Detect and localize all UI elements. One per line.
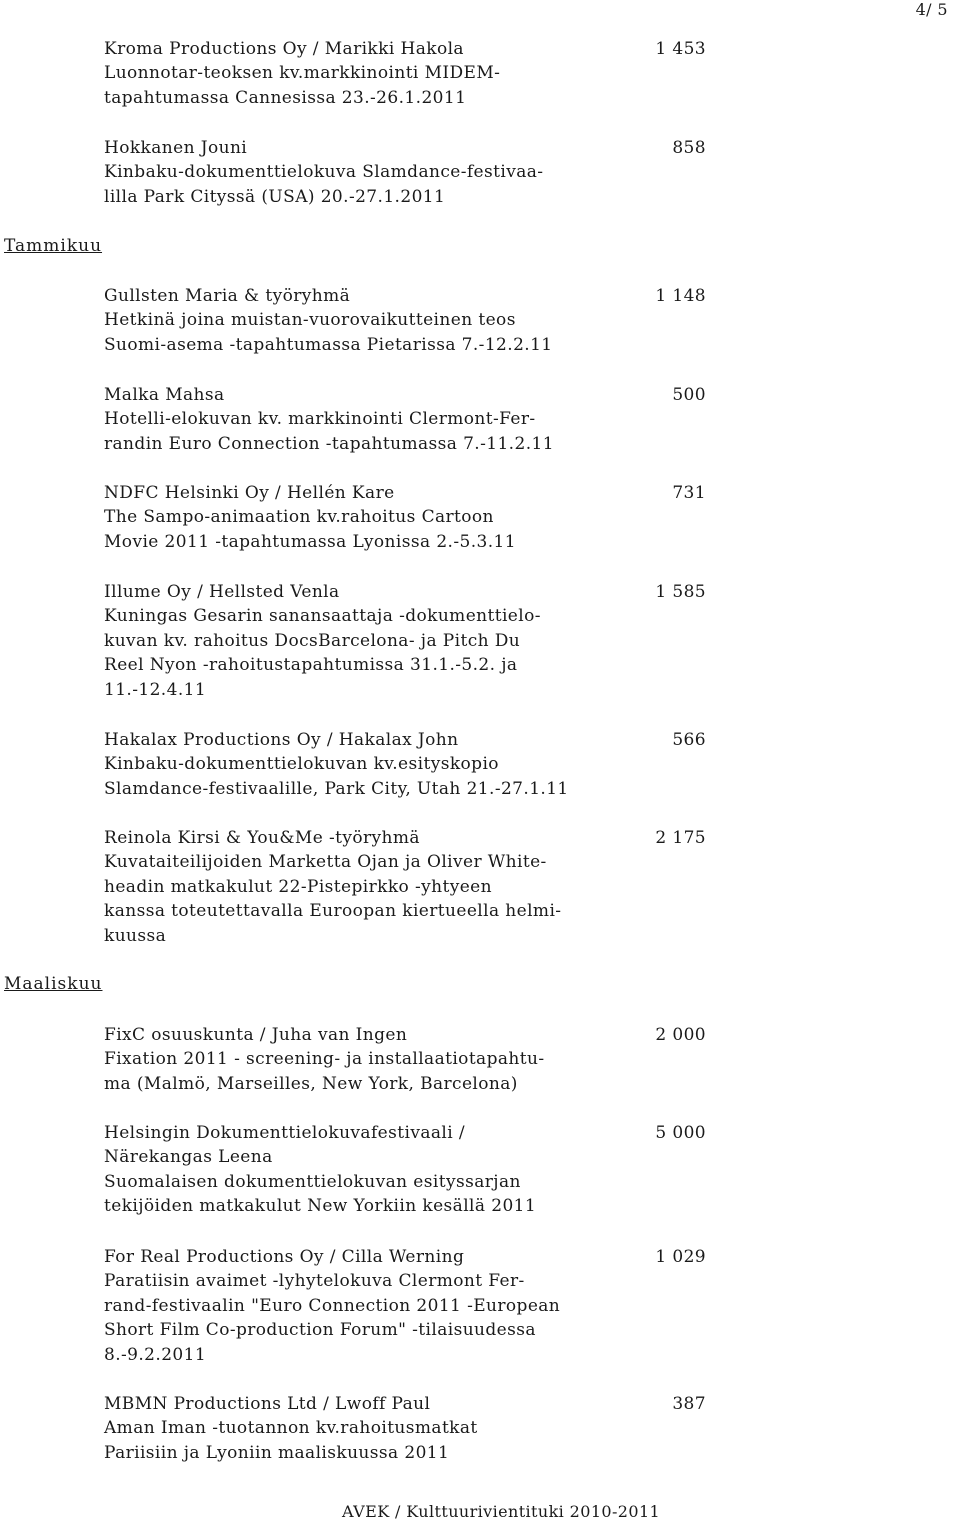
entry-line: 11.-12.4.11 — [104, 679, 207, 700]
entry-line: Short Film Co-production Forum" -tilaisuudessa — [104, 1320, 536, 1341]
grant-entry — [104, 1023, 706, 1096]
entry-line: Hokkanen Jouni — [104, 138, 248, 158]
entry-amount: 500 — [672, 385, 706, 405]
entry-line: Hetkinä joina muistan-vuorovaikutteinen teos — [104, 310, 516, 331]
entry-line: kuvan kv. rahoitus DocsBarcelona- ja Pitch Du — [104, 630, 521, 651]
entry-line: Illume Oy / Hellsted Venla — [104, 582, 340, 602]
grant-entry — [104, 284, 706, 357]
entry-line: Pariisiin ja Lyoniin maaliskuussa 2011 — [104, 1442, 450, 1463]
entry-line: FixC osuuskunta / Juha van Ingen — [104, 1025, 408, 1045]
entry-line: Kinbaku-dokumenttielokuva Slamdance-festivaa- — [104, 162, 544, 183]
entry-amount: 5 000 — [655, 1123, 706, 1143]
entry-amount: 2 175 — [655, 828, 706, 848]
entry-amount: 566 — [672, 730, 706, 750]
entry-line: Gullsten Maria & työryhmä — [104, 286, 351, 306]
entry-amount: 387 — [672, 1394, 706, 1414]
entry-amount: 731 — [672, 483, 706, 503]
entry-amount: 858 — [672, 138, 706, 158]
grant-entry — [104, 1121, 706, 1219]
entry-line: lilla Park Cityssä (USA) 20.-27.1.2011 — [104, 186, 446, 207]
entry-line: Helsingin Dokumenttielokuvafestivaali / — [104, 1123, 465, 1143]
entry-line: MBMN Productions Ltd / Lwoff Paul — [104, 1394, 431, 1414]
entry-amount: 1 029 — [655, 1247, 706, 1267]
entry-line: The Sampo-animaation kv.rahoitus Cartoon — [104, 507, 494, 528]
entry-line: Hakalax Productions Oy / Hakalax John — [104, 730, 459, 750]
entry-line: headin matkakulut 22-Pistepirkko -yhtyeen — [104, 876, 492, 897]
entry-line: randin Euro Connection -tapahtumassa 7.-11.2.11 — [104, 433, 554, 454]
entry-line: Kuvataiteilijoiden Marketta Ojan ja Oliver White- — [104, 852, 547, 873]
entry-line: tekijöiden matkakulut New Yorkiin kesällä 2011 — [104, 1196, 537, 1217]
entry-amount: 1 148 — [655, 286, 706, 306]
entry-line: Paratiisin avaimet -lyhytelokuva Clermont Fer- — [104, 1271, 525, 1292]
entry-line: Hotelli-elokuvan kv. markkinointi Clermont-Fer- — [104, 409, 536, 430]
grant-entry — [104, 826, 706, 948]
grant-entry — [104, 481, 706, 554]
entry-line: Kuningas Gesarin sanansaattaja -dokumenttielo- — [104, 606, 541, 627]
entry-line: Kinbaku-dokumenttielokuvan kv.esityskopio — [104, 754, 499, 775]
entry-line: Malka Mahsa — [104, 385, 225, 405]
entry-line: Suomi-asema -tapahtumassa Pietarissa 7.-12.2.11 — [104, 334, 553, 355]
entry-line: NDFC Helsinki Oy / Hellén Kare — [104, 483, 395, 503]
entry-line: Movie 2011 -tapahtumassa Lyonissa 2.-5.3.11 — [104, 531, 516, 552]
entry-line: Kroma Productions Oy / Marikki Hakola — [104, 39, 464, 59]
entry-amount: 1 453 — [655, 39, 706, 59]
entry-line: Reel Nyon -rahoitustapahtumissa 31.1.-5.2. ja — [104, 655, 518, 676]
entry-line: tapahtumassa Cannesissa 23.-26.1.2011 — [104, 87, 467, 108]
month-heading-maaliskuu: Maaliskuu — [4, 974, 103, 994]
entry-amount: 1 585 — [655, 582, 706, 602]
entry-amount: 2 000 — [655, 1025, 706, 1045]
entry-line: Närekangas Leena — [104, 1147, 273, 1168]
entry-line: Suomalaisen dokumenttielokuvan esityssarjan — [104, 1171, 521, 1192]
grant-entry — [104, 383, 706, 456]
entry-line: Aman Iman -tuotannon kv.rahoitusmatkat — [104, 1418, 478, 1439]
entry-line: Reinola Kirsi & You&Me -työryhmä — [104, 828, 420, 848]
grant-entry — [104, 1245, 706, 1367]
entry-line: Fixation 2011 - screening- ja installaatiotapahtu- — [104, 1049, 545, 1070]
entry-line: For Real Productions Oy / Cilla Werning — [104, 1247, 465, 1267]
entry-line: Luonnotar-teoksen kv.markkinointi MIDEM- — [104, 63, 501, 84]
grant-entry — [104, 37, 706, 110]
page-footer: AVEK / Kulttuurivientituki 2010-2011 — [342, 1502, 661, 1521]
entry-line: kuussa — [104, 925, 167, 946]
month-heading-tammikuu: Tammikuu — [4, 236, 103, 256]
grant-entry — [104, 1392, 706, 1465]
grant-entry — [104, 136, 706, 209]
entry-line: 8.-9.2.2011 — [104, 1344, 207, 1365]
entry-line: kanssa toteutettavalla Euroopan kiertueella helmi- — [104, 901, 562, 922]
entry-line: Slamdance-festivaalille, Park City, Utah 21.-27.1.11 — [104, 778, 569, 799]
entry-line: rand-festivaalin "Euro Connection 2011 -European — [104, 1295, 561, 1316]
page-number: 4/ 5 — [915, 0, 948, 19]
grant-entry — [104, 728, 706, 801]
grant-entry — [104, 580, 706, 702]
entry-line: ma (Malmö, Marseilles, New York, Barcelona) — [104, 1073, 518, 1094]
